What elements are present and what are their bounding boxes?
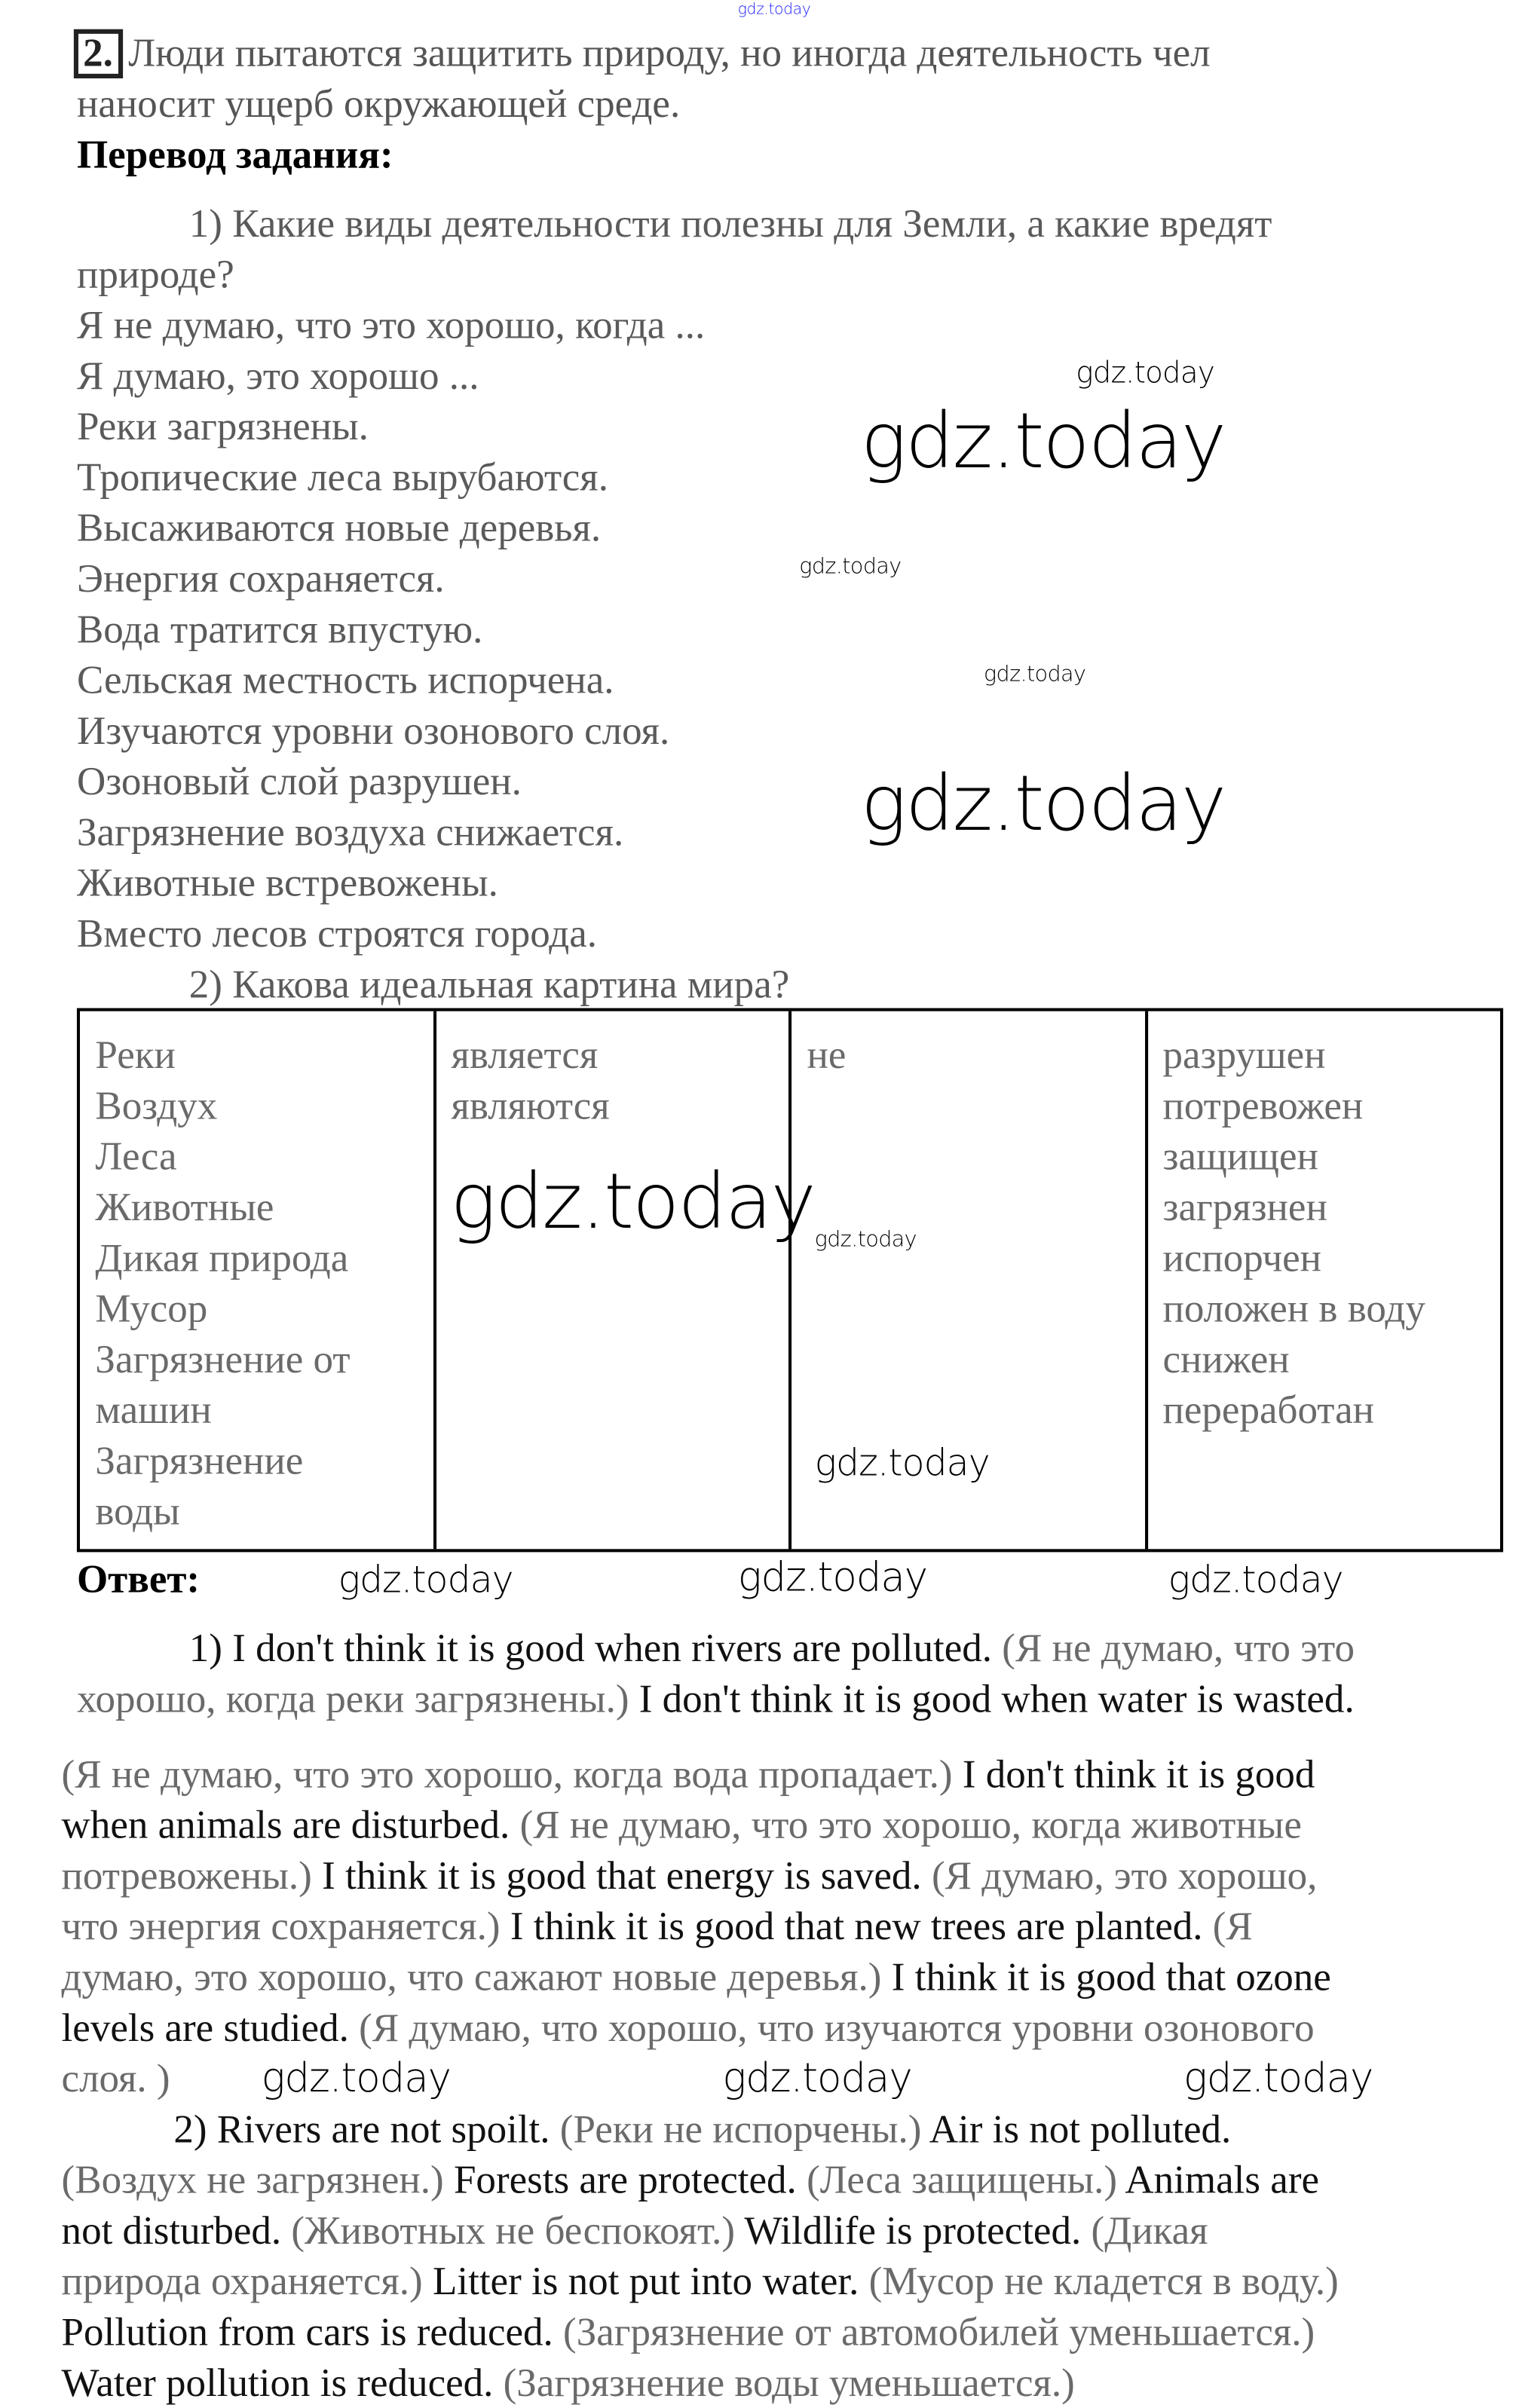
translation-heading: Перевод задания: — [76, 132, 393, 177]
watermark-logo: gdz.today — [338, 1558, 513, 1602]
watermark-logo: gdz.today — [799, 555, 902, 580]
table-cell: машин — [95, 1388, 212, 1433]
russian-translation: (Леса защищены.) — [796, 2157, 1118, 2202]
russian-translation: что энергия сохраняется.) — [61, 1904, 501, 1949]
english-sentence: Forests are protected. — [443, 2157, 797, 2202]
answer-line — [62, 2155, 1319, 2205]
watermark-logo: gdz.today — [983, 662, 1086, 687]
russian-translation: (Я думаю, это хорошо, — [921, 1853, 1318, 1899]
russian-translation: (Мусор не кладется в воду.) — [859, 2259, 1339, 2304]
table-cell: Животные — [95, 1185, 274, 1230]
english-sentence: not disturbed. — [61, 2208, 282, 2253]
russian-translation: думаю, это хорошо, что сажают новые деревья.) — [61, 1954, 882, 2000]
task-intro-line-1 — [74, 28, 1211, 78]
watermark-logo: gdz.today — [737, 2, 811, 19]
english-sentence: I think it is good that new trees are planted. — [500, 1904, 1203, 1949]
phrase-item: Энергия сохраняется. — [76, 556, 445, 601]
russian-translation: хорошо, когда реки загрязнены.) — [76, 1676, 629, 1721]
phrase-item: Я думаю, это хорошо ... — [76, 353, 479, 399]
phrase-item: Я не думаю, что это хорошо, когда ... — [76, 302, 706, 347]
phrase-item: Тропические леса вырубаются. — [76, 454, 608, 500]
phrase-item: Вместо лесов строятся города. — [76, 911, 597, 956]
answer-line — [62, 2307, 1315, 2358]
english-sentence: Animals are — [1117, 2157, 1320, 2202]
task-number-badge: 2. — [74, 29, 122, 78]
table-cell: является — [451, 1033, 599, 1078]
russian-translation: (Воздух не загрязнен.) — [61, 2157, 444, 2202]
table-cell: Мусор — [95, 1286, 208, 1331]
russian-translation: (Загрязнение воды уменьшается.) — [493, 2360, 1075, 2406]
phrase-item: Реки загрязнены. — [76, 404, 369, 449]
answer-line — [77, 1673, 1355, 1724]
russian-translation: (Дикая — [1081, 2208, 1208, 2253]
table-column — [436, 1011, 791, 1550]
table-cell: снижен — [1162, 1336, 1290, 1382]
english-sentence: Litter is not put into water. — [422, 2259, 859, 2304]
task2-question: 2) Какова идеальная картина мира? — [188, 962, 790, 1007]
watermark-logo: gdz.today — [261, 2056, 451, 2103]
watermark-logo: gdz.today — [860, 396, 1226, 486]
answer-heading: Ответ: — [76, 1556, 201, 1602]
russian-translation: (Реки не испорчены.) — [550, 2107, 922, 2152]
english-sentence: Water pollution is reduced. — [61, 2360, 494, 2406]
russian-translation: (Загрязнение от автомобилей уменьшается.) — [553, 2309, 1315, 2354]
table-cell: разрушен — [1162, 1033, 1326, 1078]
table-cell: Дикая природа — [95, 1235, 349, 1280]
russian-translation: природа охраняется.) — [61, 2259, 423, 2304]
watermark-logo: gdz.today — [737, 1555, 928, 1602]
english-sentence: levels are studied. — [61, 2005, 349, 2051]
task-intro-line-2: наносит ущерб окружающей среде. — [76, 81, 681, 127]
phrase-item: Сельская местность испорчена. — [76, 657, 614, 702]
answer-line — [189, 1623, 1355, 1673]
answer-line — [62, 1749, 1315, 1799]
english-sentence: Air is not polluted. — [921, 2107, 1232, 2152]
phrase-item: Высаживаются новые деревья. — [76, 505, 602, 550]
answer-line — [62, 2256, 1339, 2306]
phrase-item: Изучаются уровни озонового слоя. — [76, 708, 670, 754]
watermark-logo: gdz.today — [814, 1441, 990, 1485]
table-cell: Загрязнение от — [95, 1336, 351, 1382]
table-column — [80, 1011, 436, 1550]
watermark-logo: gdz.today — [814, 1228, 917, 1253]
table-cell: защищен — [1162, 1134, 1318, 1179]
english-sentence: I think it is good that energy is saved. — [311, 1853, 922, 1899]
table-cell: положен в воду — [1162, 1286, 1425, 1331]
answer-line — [62, 2053, 170, 2104]
watermark-logo: gdz.today — [1168, 1558, 1343, 1602]
task1-question-line-1: 1) Какие виды деятельности полезны для Земли, а какие вредят — [188, 201, 1272, 246]
answer-line — [62, 1850, 1318, 1901]
watermark-logo: gdz.today — [1183, 2056, 1373, 2103]
english-sentence: I don't think it is good when water is wasted. — [629, 1676, 1355, 1721]
english-sentence: Pollution from cars is reduced. — [61, 2309, 553, 2354]
russian-translation: потревожены.) — [61, 1853, 312, 1899]
russian-translation: (Я не думаю, что это хорошо, когда животные — [510, 1802, 1302, 1847]
table-cell: являются — [451, 1083, 610, 1128]
answer-line — [62, 1901, 1253, 1951]
table-cell: испорчен — [1162, 1235, 1322, 1280]
phrase-item: Вода тратится впустую. — [76, 607, 483, 652]
russian-translation: (Я — [1202, 1904, 1253, 1949]
english-sentence: 1) I don't think it is good when rivers are polluted. — [188, 1626, 993, 1671]
table-cell: Воздух — [95, 1083, 218, 1128]
answer-line — [62, 1800, 1302, 1850]
table-cell: не — [807, 1033, 847, 1078]
table-cell: переработан — [1162, 1388, 1374, 1433]
answer-line — [173, 2104, 1231, 2154]
table-cell: потревожен — [1162, 1083, 1364, 1128]
word-table — [77, 1008, 1503, 1553]
watermark-logo: gdz.today — [722, 2056, 912, 2103]
russian-translation: (Я думаю, что хорошо, что изучаются уровни озонового — [348, 2005, 1315, 2051]
russian-translation: (Животных не беспокоят.) — [281, 2208, 736, 2253]
task1-question-line-2: природе? — [76, 252, 234, 297]
task-intro-text: Люди пытаются защитить природу, но иногда деятельность чел — [128, 30, 1211, 75]
answer-line — [62, 1952, 1331, 2003]
watermark-logo: gdz.today — [1076, 356, 1214, 390]
table-cell: Реки — [95, 1033, 176, 1078]
english-sentence: Wildlife is protected. — [735, 2208, 1082, 2253]
russian-translation: слоя. ) — [61, 2056, 170, 2101]
english-sentence: 2) Rivers are not spoilt. — [173, 2107, 550, 2152]
phrase-item: Озоновый слой разрушен. — [76, 759, 522, 804]
english-sentence: I think it is good that ozone — [881, 1954, 1331, 2000]
table-cell: воды — [95, 1489, 180, 1534]
table-cell: Леса — [95, 1134, 177, 1179]
phrase-item: Животные встревожены. — [76, 860, 498, 905]
watermark-logo: gdz.today — [860, 759, 1226, 849]
table-column — [1147, 1011, 1500, 1550]
russian-translation: (Я не думаю, что это — [992, 1626, 1355, 1671]
table-cell: Загрязнение — [95, 1438, 304, 1483]
watermark-logo: gdz.today — [450, 1157, 815, 1247]
english-sentence: when animals are disturbed. — [61, 1802, 510, 1847]
answer-line — [62, 2358, 1075, 2408]
english-sentence: I don't think it is good — [952, 1752, 1315, 1797]
answer-line — [62, 2003, 1315, 2053]
answer-line — [62, 2205, 1208, 2256]
russian-translation: (Я не думаю, что это хорошо, когда вода пропадает.) — [61, 1752, 953, 1797]
table-cell: загрязнен — [1162, 1185, 1327, 1230]
phrase-item: Загрязнение воздуха снижается. — [76, 809, 624, 855]
